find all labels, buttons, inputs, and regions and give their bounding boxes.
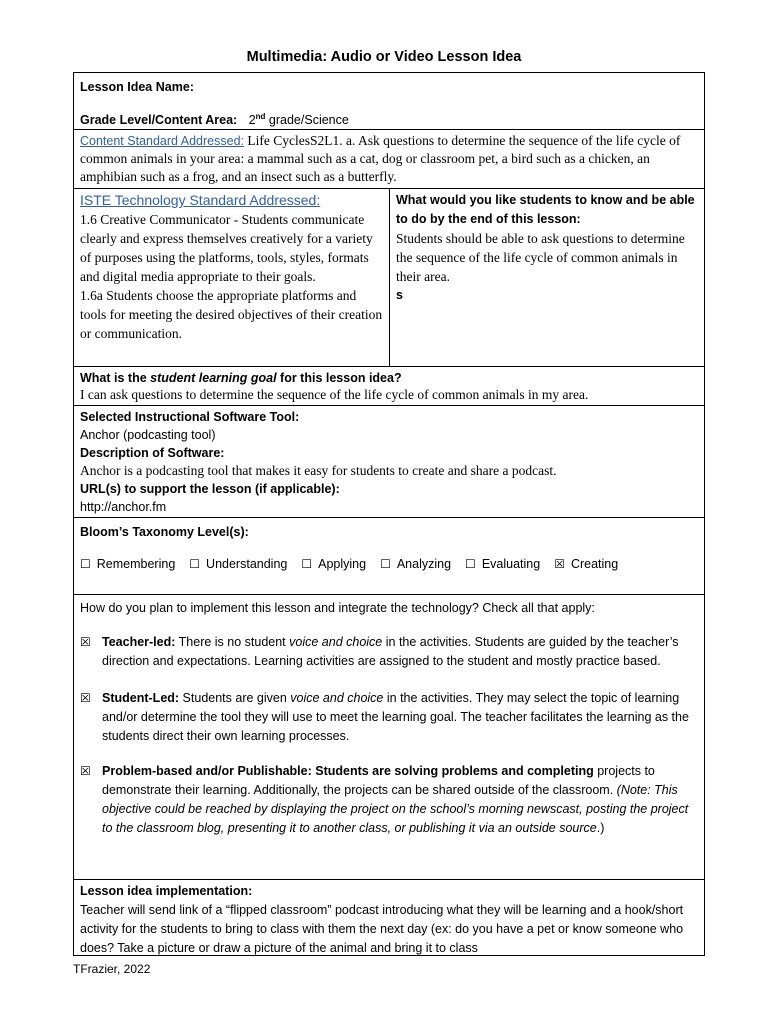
checkbox-icon: ☐ <box>189 557 201 571</box>
implement-question: How do you plan to implement this lesson and integrate the technology? Check all that apply: <box>80 601 595 615</box>
checkbox-icon: ☐ <box>301 557 313 571</box>
implement-row <box>74 595 704 880</box>
learning-goal-label: What is the student learning goal for this lesson idea? <box>80 371 402 385</box>
lesson-form-table <box>73 72 705 956</box>
content-standard-label: Content Standard Addressed: <box>80 134 245 148</box>
software-description-label: Description of Software: <box>80 446 225 460</box>
objectives-label: What would you like students to know and be able to do by the end of this lesson: <box>396 193 695 226</box>
content-standard-row <box>74 130 704 189</box>
objectives-text: Students should be able to ask questions to determine the sequence of the life cycle of common animals in their area. <box>396 231 685 284</box>
software-row <box>74 406 704 518</box>
bloom-creating[interactable]: ☒ Creating <box>554 557 619 571</box>
checkbox-icon: ☐ <box>465 557 476 571</box>
software-tool: Anchor (podcasting tool) <box>80 428 216 442</box>
grade-level-label: Grade Level/Content Area: <box>80 113 238 128</box>
bloom-levels <box>80 555 698 573</box>
grade-num: 2 <box>248 113 256 128</box>
checkbox-icon: ☐ <box>380 557 391 571</box>
lesson-info-row <box>74 73 704 130</box>
implementation-label: Lesson idea implementation: <box>80 884 253 898</box>
checked-checkbox-icon: ☒ <box>80 764 91 778</box>
bloom-analyzing[interactable]: ☐ Analyzing <box>380 557 452 571</box>
bloom-remembering[interactable]: ☐ Remembering <box>80 557 176 571</box>
objectives-cell <box>390 189 704 366</box>
checkbox-icon: ☐ <box>80 557 91 571</box>
iste-cell <box>74 189 390 366</box>
learning-goal-text: I can ask questions to determine the sequence of the life cycle of common animals in my area. <box>80 387 589 402</box>
objectives-extra: s <box>396 288 403 302</box>
iste-label: ISTE Technology Standard Addressed: <box>80 192 321 208</box>
problem-based-option[interactable]: ☒ Problem-based and/or Publishable: Students are solving problems and completing projects to demonstrate their learning. Additionally, the projects can be shared outside of the classroom. (Note: This objective could be reached by displaying the project on the school’s morning newscast, posting the project to the classroom blog, presenting it to another class, or publishing it via an outside source.) <box>80 764 689 835</box>
implementation-text: Teacher will send link of a “flipped classroom” podcast introducing what they will be learning and a hook/short activity for the students to bring to class with them the next day (ex: do you have a pet or know someone who does? Take a picture or draw a picture of the animal and bring it to class <box>80 903 684 955</box>
lesson-idea-name-label: Lesson Idea Name: <box>80 80 194 94</box>
teacher-led-option[interactable]: ☒ Teacher-led: There is no student voice and choice in the activities. Students are guided by the teacher’s direction and expectations. Learning activities are assigned to the student and mostly practice based. <box>80 635 679 668</box>
implementation-row <box>74 880 704 957</box>
bloom-evaluating[interactable]: ☐ Evaluating <box>465 557 541 571</box>
grade-level-line <box>80 108 698 129</box>
checked-checkbox-icon: ☒ <box>80 691 91 705</box>
bloom-row <box>74 518 704 595</box>
page-title: Multimedia: Audio or Video Lesson Idea <box>246 49 522 65</box>
software-description: Anchor is a podcasting tool that makes it easy for students to create and share a podcast. <box>80 463 557 478</box>
iste-text-2: 1.6a Students choose the appropriate platforms and tools for meeting the desired objectives of their creation or communication. <box>80 288 383 341</box>
grade-sup: nd <box>255 112 266 121</box>
student-led-option[interactable]: ☒ Student-Led: Students are given voice and choice in the activities. They may select the topic of learning and/or determine the tool they will use to meet the learning goal. The teacher facilitates the learning as the students direct their own learning processes. <box>80 691 689 743</box>
bloom-label: Bloom’s Taxonomy Level(s): <box>80 525 249 539</box>
learning-goal-row <box>74 367 704 406</box>
url-label: URL(s) to support the lesson (if applicable): <box>80 482 340 496</box>
bloom-applying[interactable]: ☐ Applying <box>301 557 367 571</box>
checked-checkbox-icon: ☒ <box>80 635 91 649</box>
checked-checkbox-icon: ☒ <box>554 557 565 571</box>
software-tool-label: Selected Instructional Software Tool: <box>80 410 300 424</box>
iste-text-1: 1.6 Creative Communicator - Students communicate clearly and express themselves creatively for a variety of purposes using the platforms, tools, styles, formats and digital media appropriate to their goals. <box>80 212 373 284</box>
grade-content: grade/Science <box>265 113 349 128</box>
url-link[interactable]: http://anchor.fm <box>80 500 167 514</box>
content-standard-text: Life CyclesS2L1. a. Ask questions to determine the sequence of the life cycle of common animals in your area: a mammal such as a cat, dog or classroom pet, a bird such as a chicken, an amphibian such as a frog, and an insect such as a butterfly. <box>80 133 681 184</box>
standards-row <box>74 189 704 367</box>
footer-credit: TFrazier, 2022 <box>73 962 151 976</box>
bloom-understanding[interactable]: ☐ Understanding <box>189 557 288 571</box>
